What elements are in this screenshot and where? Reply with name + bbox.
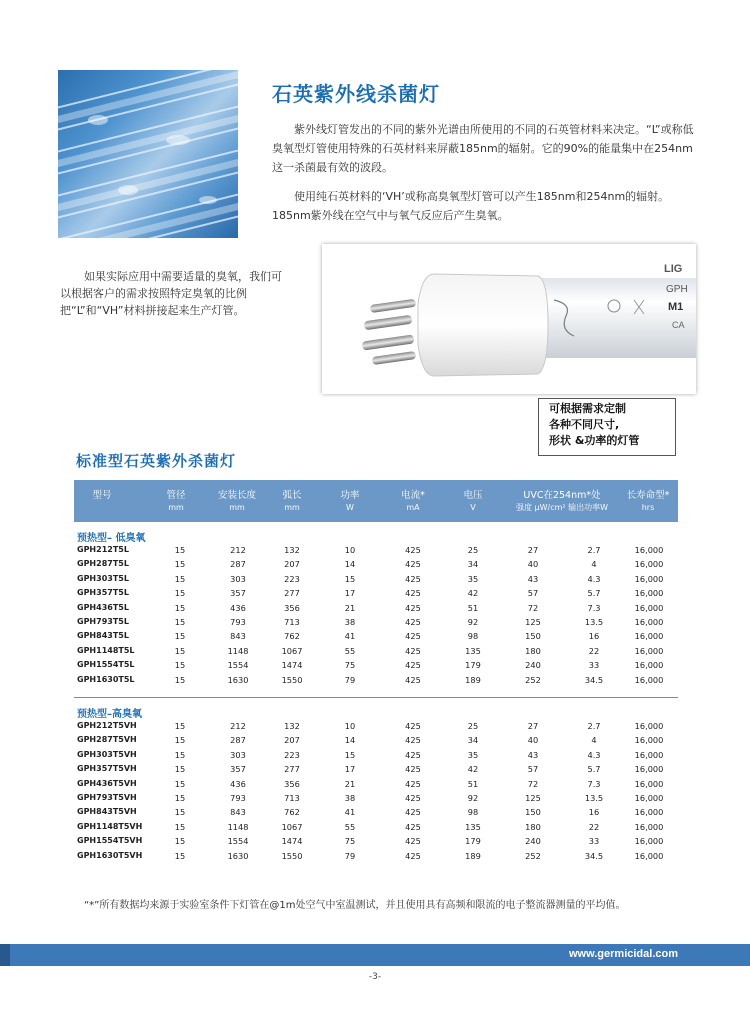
cell-length: 436	[230, 778, 246, 789]
cell-uvc-intensity: 43	[527, 749, 539, 760]
cell-lifetime: 16,000	[634, 660, 664, 671]
cell-model: GPH1630T5VH	[77, 850, 143, 860]
cell-length: 287	[230, 735, 246, 746]
footer-bar	[0, 944, 750, 966]
cell-voltage: 34	[467, 735, 479, 746]
cell-arc-length: 132	[284, 721, 300, 731]
cell-arc-length: 132	[284, 545, 300, 555]
cell-arc-length: 762	[284, 631, 300, 642]
cell-length: 1148	[227, 645, 249, 656]
cell-diameter: 15	[174, 617, 186, 627]
cell-voltage: 92	[467, 793, 479, 803]
table-row	[0, 734, 750, 748]
cell-uvc-output: 4.3	[587, 749, 601, 760]
cell-power: 75	[344, 836, 356, 847]
cell-model: GPH1554T5VH	[77, 836, 143, 846]
cell-current: 425	[405, 821, 421, 832]
cell-power: 79	[344, 850, 356, 861]
cell-current: 425	[405, 778, 421, 789]
cell-length: 212	[230, 545, 246, 555]
footer-url[interactable]: www.germicidal.com	[568, 948, 678, 960]
cell-uvc-output: 2.7	[587, 545, 601, 555]
cell-model: GPH1630T5L	[77, 674, 135, 684]
header-current: 电流* mA	[401, 490, 425, 512]
cell-lifetime: 16,000	[634, 821, 664, 832]
cell-voltage: 135	[465, 645, 481, 656]
cell-arc-length: 356	[284, 602, 300, 613]
section-title: 标准型石英紫外杀菌灯	[76, 452, 237, 470]
table-row	[0, 806, 750, 820]
cell-arc-length: 277	[284, 764, 300, 775]
header-length: 安装长度 mm	[217, 490, 257, 512]
cell-diameter: 15	[174, 793, 186, 803]
cell-uvc-intensity: 150	[525, 631, 541, 642]
table-row	[0, 587, 750, 601]
cell-power: 75	[344, 660, 356, 671]
cell-lifetime: 16,000	[634, 749, 664, 760]
cell-lifetime: 16,000	[634, 735, 664, 746]
cell-uvc-intensity: 27	[527, 721, 539, 731]
cell-power: 79	[344, 674, 356, 685]
cell-current: 425	[405, 617, 421, 627]
cell-uvc-output: 22	[588, 645, 600, 656]
cell-uvc-output: 5.7	[587, 588, 601, 599]
cell-diameter: 15	[174, 674, 186, 685]
cell-power: 38	[344, 793, 356, 803]
cell-arc-length: 223	[284, 573, 300, 584]
header-lifetime: 长寿命型* hrs	[626, 490, 670, 512]
cell-model: GPH1554T5L	[77, 660, 135, 670]
footer-accent	[0, 944, 10, 966]
cell-lifetime: 16,000	[634, 836, 664, 847]
cell-voltage: 25	[467, 721, 479, 731]
cell-arc-length: 762	[284, 807, 300, 818]
cell-diameter: 15	[174, 721, 186, 731]
cell-power: 41	[344, 807, 356, 818]
cell-diameter: 15	[174, 559, 186, 570]
cell-voltage: 189	[465, 850, 481, 861]
table-row	[0, 659, 750, 673]
cell-power: 55	[344, 821, 356, 832]
cell-diameter: 15	[174, 749, 186, 760]
table-row	[0, 573, 750, 587]
cell-power: 21	[344, 778, 356, 789]
cell-power: 17	[344, 764, 356, 775]
cell-length: 212	[230, 721, 246, 731]
cell-model: GPH212T5L	[77, 545, 129, 554]
table-header	[74, 480, 678, 522]
cell-uvc-intensity: 180	[525, 645, 541, 656]
cell-model: GPH436T5VH	[77, 778, 137, 788]
cell-lifetime: 16,000	[634, 645, 664, 656]
cell-uvc-output: 34.5	[584, 850, 604, 861]
cell-diameter: 15	[174, 645, 186, 656]
cell-model: GPH1148T5VH	[77, 821, 143, 831]
cell-model: GPH1148T5L	[77, 645, 135, 655]
cell-length: 357	[230, 764, 246, 775]
cell-length: 843	[230, 807, 246, 818]
cell-uvc-output: 16	[588, 631, 600, 642]
cell-diameter: 15	[174, 602, 186, 613]
cell-current: 425	[405, 545, 421, 555]
table-row	[0, 602, 750, 616]
cell-lifetime: 16,000	[634, 631, 664, 642]
cell-current: 425	[405, 588, 421, 599]
table-row	[0, 720, 750, 734]
cell-length: 1554	[227, 836, 249, 847]
cell-model: GPH303T5VH	[77, 749, 137, 759]
cell-length: 1630	[227, 674, 249, 685]
table-row	[0, 544, 750, 558]
cell-uvc-intensity: 57	[527, 764, 539, 775]
cell-diameter: 15	[174, 821, 186, 832]
cell-lifetime: 16,000	[634, 721, 664, 731]
intro-paragraph-1: 紫外线灯管发出的不同的紫外光谱由所使用的不同的石英管材料来决定。“L”或称低臭氧型灯管使用特殊的石英材料来屏蔽185nm的辐射。它的90%的能量集中在254nm这一杀菌最有效的波段。	[272, 123, 694, 174]
cell-diameter: 15	[174, 807, 186, 818]
table-row	[0, 778, 750, 792]
cell-uvc-intensity: 252	[525, 850, 541, 861]
cell-power: 10	[344, 545, 356, 555]
cell-length: 1148	[227, 821, 249, 832]
lamp-pins	[362, 299, 417, 365]
cell-power: 15	[344, 573, 356, 584]
cell-length: 1554	[227, 660, 249, 671]
cell-arc-length: 1474	[281, 660, 303, 671]
cell-voltage: 98	[467, 631, 479, 642]
cell-current: 425	[405, 559, 421, 570]
table-row	[0, 850, 750, 864]
cell-voltage: 179	[465, 836, 481, 847]
cell-lifetime: 16,000	[634, 559, 664, 570]
cell-voltage: 189	[465, 674, 481, 685]
table-row	[0, 749, 750, 763]
cell-diameter: 15	[174, 778, 186, 789]
cell-uvc-intensity: 240	[525, 836, 541, 847]
table-row	[0, 674, 750, 688]
cell-uvc-output: 4.3	[587, 573, 601, 584]
cell-lifetime: 16,000	[634, 793, 664, 803]
cell-current: 425	[405, 850, 421, 861]
cell-uvc-intensity: 57	[527, 588, 539, 599]
header-arc-length: 弧长 mm	[282, 490, 302, 512]
cell-arc-length: 1474	[281, 836, 303, 847]
page-title: 石英紫外线杀菌灯	[272, 82, 440, 106]
cell-voltage: 35	[467, 573, 479, 584]
lamp-label-3: M1	[668, 301, 684, 313]
callout-line-3: 形状 &功率的灯管	[549, 434, 640, 447]
cell-current: 425	[405, 735, 421, 746]
cell-uvc-output: 7.3	[587, 602, 601, 613]
cell-model: GPH287T5L	[77, 559, 129, 569]
cell-diameter: 15	[174, 764, 186, 775]
cell-lifetime: 16,000	[634, 588, 664, 599]
table-row	[0, 821, 750, 835]
cell-voltage: 98	[467, 807, 479, 818]
header-diameter: 管径 mm	[166, 490, 186, 512]
cell-lifetime: 16,000	[634, 674, 664, 685]
cell-power: 17	[344, 588, 356, 599]
cell-arc-length: 277	[284, 588, 300, 599]
cell-power: 41	[344, 631, 356, 642]
cell-uvc-output: 13.5	[584, 793, 604, 803]
cell-uvc-intensity: 43	[527, 573, 539, 584]
cell-diameter: 15	[174, 735, 186, 746]
table-row	[0, 645, 750, 659]
table-row	[0, 558, 750, 572]
cell-model: GPH212T5VH	[77, 721, 137, 730]
cell-diameter: 15	[174, 836, 186, 847]
cell-model: GPH357T5VH	[77, 764, 137, 774]
cell-uvc-output: 34.5	[584, 674, 604, 685]
cell-uvc-output: 13.5	[584, 617, 604, 627]
cell-arc-length: 1067	[281, 645, 303, 656]
table-row	[0, 792, 750, 806]
callout-line-1: 可根据需求定制	[549, 402, 626, 415]
cell-power: 55	[344, 645, 356, 656]
cell-current: 425	[405, 749, 421, 760]
header-power: 功率 W	[340, 490, 360, 512]
cell-lifetime: 16,000	[634, 764, 664, 775]
header-voltage: 电压 V	[463, 490, 483, 512]
cell-lifetime: 16,000	[634, 617, 664, 627]
cell-uvc-output: 5.7	[587, 764, 601, 775]
cell-arc-length: 223	[284, 749, 300, 760]
cell-power: 14	[344, 735, 356, 746]
cell-uvc-intensity: 72	[527, 778, 539, 789]
cell-uvc-intensity: 72	[527, 602, 539, 613]
cell-voltage: 34	[467, 559, 479, 570]
cell-uvc-intensity: 40	[527, 735, 539, 746]
cell-model: GPH436T5L	[77, 602, 129, 612]
cell-lifetime: 16,000	[634, 807, 664, 818]
cell-lifetime: 16,000	[634, 573, 664, 584]
lamp-label-4: CA	[672, 320, 685, 330]
cell-length: 793	[230, 793, 246, 803]
cell-voltage: 92	[467, 617, 479, 627]
cell-current: 425	[405, 602, 421, 613]
cell-current: 425	[405, 674, 421, 685]
cell-voltage: 135	[465, 821, 481, 832]
cell-uvc-intensity: 240	[525, 660, 541, 671]
cell-length: 303	[230, 573, 246, 584]
cell-uvc-intensity: 125	[525, 617, 541, 627]
cell-model: GPH843T5VH	[77, 807, 137, 817]
header-model: 型号	[92, 490, 112, 501]
cell-uvc-intensity: 40	[527, 559, 539, 570]
cell-current: 425	[405, 721, 421, 731]
cell-voltage: 35	[467, 749, 479, 760]
cell-diameter: 15	[174, 545, 186, 555]
customization-callout	[538, 398, 676, 456]
cell-model: GPH287T5VH	[77, 735, 137, 745]
cell-current: 425	[405, 764, 421, 775]
lamp-label-1: LIG	[664, 263, 683, 275]
cell-current: 425	[405, 645, 421, 656]
cell-uvc-intensity: 150	[525, 807, 541, 818]
table-row	[0, 616, 750, 630]
lamp-photo	[322, 244, 696, 394]
header-uvc: UVC在254nm*处 强度 μW/cm² 输出功率W	[515, 490, 609, 512]
cell-uvc-output: 7.3	[587, 778, 601, 789]
cell-arc-length: 713	[284, 793, 300, 803]
cell-lifetime: 16,000	[634, 778, 664, 789]
cell-power: 21	[344, 602, 356, 613]
group-label-low-ozone: 预热型– 低臭氧	[77, 533, 146, 544]
cell-power: 14	[344, 559, 356, 570]
cell-model: GPH303T5L	[77, 573, 129, 583]
cell-current: 425	[405, 660, 421, 671]
cell-voltage: 51	[467, 602, 479, 613]
cell-lifetime: 16,000	[634, 545, 664, 555]
cell-arc-length: 207	[284, 559, 300, 570]
cell-uvc-intensity: 125	[525, 793, 541, 803]
cell-length: 303	[230, 749, 246, 760]
cell-arc-length: 356	[284, 778, 300, 789]
cell-arc-length: 1550	[281, 674, 303, 685]
cell-current: 425	[405, 807, 421, 818]
cell-model: GPH843T5L	[77, 631, 129, 641]
cell-uvc-intensity: 252	[525, 674, 541, 685]
callout-line-2: 各种不同尺寸,	[549, 418, 620, 431]
cell-arc-length: 713	[284, 617, 300, 627]
cell-model: GPH793T5VH	[77, 793, 137, 802]
cell-lifetime: 16,000	[634, 850, 664, 861]
cell-uvc-intensity: 27	[527, 545, 539, 555]
cell-uvc-output: 33	[588, 660, 600, 671]
cell-uvc-output: 22	[588, 821, 600, 832]
cell-uvc-output: 16	[588, 807, 600, 818]
cell-current: 425	[405, 793, 421, 803]
cell-arc-length: 207	[284, 735, 300, 746]
cell-current: 425	[405, 573, 421, 584]
table-row	[0, 835, 750, 849]
cell-voltage: 42	[467, 764, 479, 775]
cell-uvc-output: 4	[591, 559, 597, 570]
cell-power: 15	[344, 749, 356, 760]
cell-power: 38	[344, 617, 356, 627]
cell-arc-length: 1067	[281, 821, 303, 832]
cell-voltage: 25	[467, 545, 479, 555]
cell-diameter: 15	[174, 573, 186, 584]
cell-length: 843	[230, 631, 246, 642]
cell-length: 436	[230, 602, 246, 613]
quartz-tubes-photo	[58, 70, 238, 238]
cell-uvc-output: 4	[591, 735, 597, 746]
cell-diameter: 15	[174, 588, 186, 599]
table-row	[0, 630, 750, 644]
cell-voltage: 51	[467, 778, 479, 789]
cell-voltage: 179	[465, 660, 481, 671]
cell-uvc-intensity: 180	[525, 821, 541, 832]
cell-current: 425	[405, 836, 421, 847]
cell-lifetime: 16,000	[634, 602, 664, 613]
intro-paragraph-2: 使用纯石英材料的‘VH’或称高臭氧型灯管可以产生185nm和254nm的辐射。185nm紫外线在空气中与氧气反应后产生臭氧。	[272, 190, 670, 222]
lamp-label-2: GPH	[666, 284, 688, 295]
cell-current: 425	[405, 631, 421, 642]
cell-length: 793	[230, 617, 246, 627]
cell-length: 1630	[227, 850, 249, 861]
cell-power: 10	[344, 721, 356, 731]
footnote: “*”所有数据均来源于实验室条件下灯管在@1m处空气中室温测试，并且使用具有高频和限流的电子整流器测量的平均值。	[84, 900, 626, 911]
cell-diameter: 15	[174, 660, 186, 671]
cell-arc-length: 1550	[281, 850, 303, 861]
cell-diameter: 15	[174, 850, 186, 861]
cell-length: 287	[230, 559, 246, 570]
cell-diameter: 15	[174, 631, 186, 642]
cell-model: GPH357T5L	[77, 588, 129, 598]
table-divider	[74, 697, 678, 698]
cell-voltage: 42	[467, 588, 479, 599]
page-number: -3-	[368, 972, 382, 982]
cell-length: 357	[230, 588, 246, 599]
table-row	[0, 763, 750, 777]
cell-uvc-output: 2.7	[587, 721, 601, 731]
cell-uvc-output: 33	[588, 836, 600, 847]
cell-model: GPH793T5L	[77, 617, 129, 626]
group-label-high-ozone: 预热型–高臭氧	[77, 709, 142, 720]
ozone-custom-note: 如果实际应用中需要适量的臭氧，我们可以根据客户的需求按照特定臭氧的比例把“L”和“VH”材料拼接起来生产灯管。	[60, 270, 282, 317]
